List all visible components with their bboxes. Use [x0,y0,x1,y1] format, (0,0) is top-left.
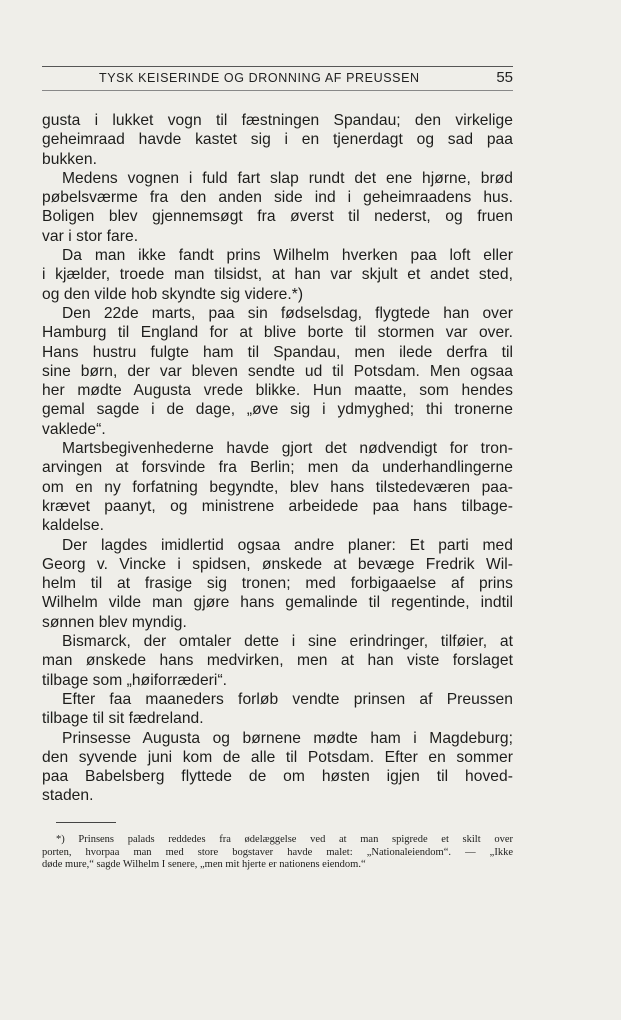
text-line: gemal sagde i de dage, „øve sig i ydmyghed; thi tronerne [42,401,513,419]
text-line: Der lagdes imidlertid ogsaa andre planer: Et parti med [62,536,513,554]
text-line: helm til at frasige sig tronen; med forbigaaelse af prins [42,575,513,593]
text-line: paa Babelsberg flyttede de om høsten igjen til hoved- [42,768,513,786]
text-line: Bismarck, der omtaler dette i sine erindringer, tilføier, at [62,633,513,651]
text-line: Hans hustru fulgte ham til Spandau, men ilede derfra til [42,343,513,361]
text-line: man ønskede hans medvirken, men at han viste forslaget [42,652,513,670]
text-line: Prinsesse Augusta og børnene mødte ham i Magdeburg; [62,729,513,747]
text-line: arvingen at forsvinde fra Berlin; men da underhandlingerne [42,459,513,477]
text-line: sine børn, der var bleven sendte ud til Potsdam. Men ogsaa [42,362,513,380]
footnote-line: porten, hvorpaa man med store bogstaver havde malet: „Nationaleiendom“. — „Ikke [42,846,513,858]
text-line: staden. [42,787,94,805]
text-line: Da man ikke fandt prins Wilhelm hverken paa loft eller [62,247,513,265]
text-line: Den 22de marts, paa sin fødselsdag, flygtede han over [62,304,513,322]
text-line: vaklede“. [42,420,106,438]
body-text [42,111,513,806]
text-line: i kjælder, troede man tilsidst, at han var skjult et andet sted, [42,266,513,284]
text-line: krævet paanyt, og ministrene arbeidede paa hans tilbage- [42,497,513,515]
text-line: sønnen blev myndig. [42,613,187,631]
text-line: Georg v. Vincke i spidsen, ønskede at bevæge Fredrik Wil- [42,555,513,573]
text-line: tilbage til sit fædreland. [42,710,204,728]
text-line: Martsbegivenhederne havde gjort det nødvendigt for tron- [62,440,513,458]
footnote-rule [56,822,116,823]
text-line: tilbage som „høiforræderi“. [42,671,228,689]
text-line: her mødte Augusta vrede blikke. Hun maatte, som hendes [42,382,513,400]
text-line: om en ny forfatning begyndte, blev hans tilstedeværen paa- [42,478,513,496]
text-line: Hamburg til England for at blive borte til stormen var over. [42,324,513,342]
text-line: Wilhelm vilde man gjøre hans gemalinde til regentinde, indtil [42,594,513,612]
top-rule [42,66,513,67]
text-line: Medens vognen i fuld fart slap rundt det ene hjørne, brød [62,169,513,187]
text-line: kaldelse. [42,517,104,535]
page-number: 55 [496,69,513,86]
text-line: Boligen blev gjennemsøgt fra øverst til nederst, og fruen [42,208,513,226]
footnote [42,834,513,872]
text-line: geheimraad havde kastet sig i en tjenerdagt og sad paa [42,131,513,149]
text-line: og den vilde hob skyndte sig videre.*) [42,285,304,303]
text-line: Efter faa maaneders forløb vendte prinsen af Preussen [62,690,513,708]
text-line: pøbelsværme fra den anden side ind i geheimraadens hus. [42,189,513,207]
header-rule [42,90,513,91]
text-line: gusta i lukket vogn til fæstningen Spandau; den virkelige [42,112,513,129]
running-title: TYSK KEISERINDE OG DRONNING AF PREUSSEN [99,71,420,85]
page-header [42,68,513,88]
text-line: var i stor fare. [42,227,139,245]
book-page [42,0,513,1020]
text-line: bukken. [42,150,97,168]
footnote-line: døde mure,“ sagde Wilhelm I senere, „men mit hjerte er nationens eiendom.“ [42,859,366,870]
text-line: den syvende juni kom de alle til Potsdam. Efter en sommer [42,748,513,766]
footnote-line: *) Prinsens palads reddedes fra ødelæggelse ved at man spigrede et skilt over [56,834,513,845]
